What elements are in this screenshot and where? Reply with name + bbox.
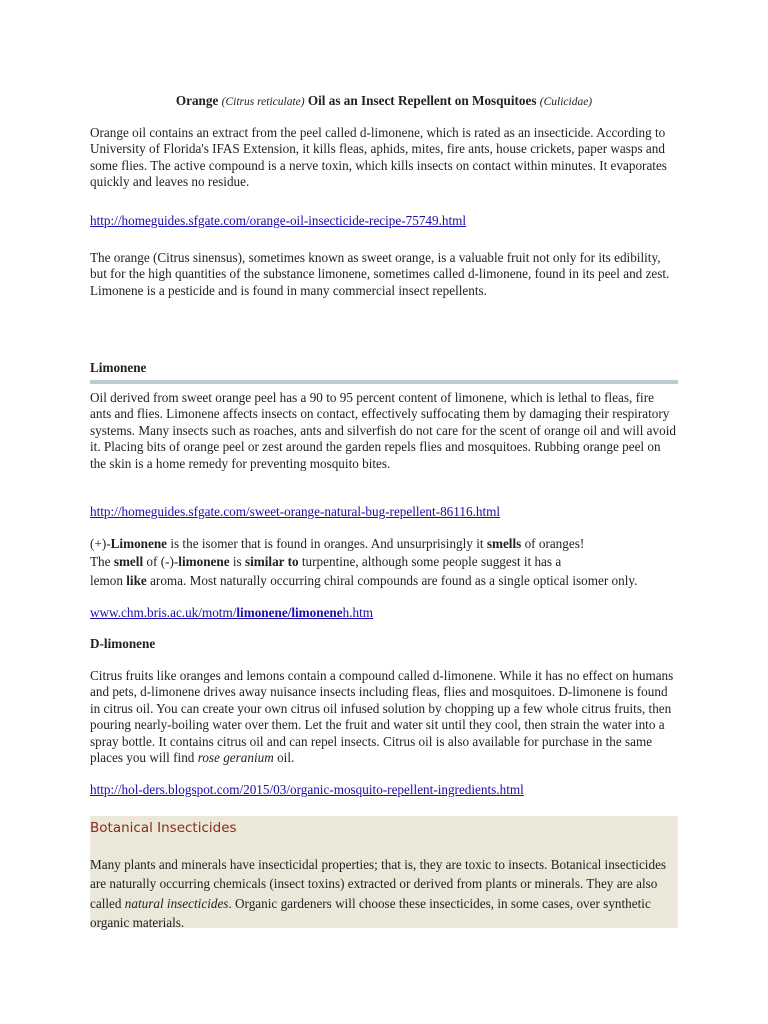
paragraph-sweet-orange: The orange (Citrus sinensus), sometimes known as sweet orange, is a valuable fruit not only for its edibility, but for the high quantities of the substance limonene, sometimes called d-limonene, found in its peel and zest. Limonene is a pesticide and is found in many commercial insect repellents. <box>90 250 670 298</box>
paragraph-d-limonene: Citrus fruits like oranges and lemons contain a compound called d-limonene. While it has no effect on humans and pets, d-limonene drives away nuisance insects including fleas, flies and mosquitoes. D-limonene is found in citrus oil. You can create your own citrus oil infused solution by chopping up a few whole citrus fruits, then pouring nearly-boiling water over them. Let the fruit and water sit until they cool, then strain the water into a spray bottle. It contains citrus oil and can repel insects. Citrus oil is also available for purchase in the same places you will find rose geranium oil. <box>90 668 674 766</box>
link-bris-limonene[interactable]: www.chm.bris.ac.uk/motm/limonene/limoneneh.htm <box>90 605 374 620</box>
heading-d-limonene: D-limonene <box>90 636 156 651</box>
paragraph-limonene: Oil derived from sweet orange peel has a 90 to 95 percent content of limonene, which is lethal to fleas, fire ants and flies. Limonene affects insects on contact, effectively suffocating them by damaging their respiratory systems. Many insects such as roaches, ants and silverfish do not care for the scent of orange oil and will avoid it. Placing bits of orange peel or zest around the garden repels flies and mosquitoes. Rubbing orange peel on the skin is a home remedy for preventing mosquito bites. <box>90 390 676 471</box>
paragraph-isomer <box>90 536 678 589</box>
heading-limonene: Limonene <box>90 360 147 375</box>
link-organic-mosquito-repellent[interactable]: http://hol-ders.blogspot.com/2015/03/organic-mosquito-repellent-ingredients.html <box>90 782 524 797</box>
document-title <box>90 93 678 110</box>
link-sweet-orange-repellent[interactable]: http://homeguides.sfgate.com/sweet-orange-natural-bug-repellent-86116.html <box>90 504 501 519</box>
isomer-line-3: lemon like aroma. Most naturally occurring chiral compounds are found as a single optical isomer only. <box>90 572 638 588</box>
isomer-line-2: The smell of (-)-limonene is similar to turpentine, although some people suggest it has a <box>90 554 562 570</box>
link-orange-oil-recipe[interactable]: http://homeguides.sfgate.com/orange-oil-insecticide-recipe-75749.html <box>90 213 467 228</box>
botanical-insecticides-heading: Botanical Insecticides <box>90 820 237 836</box>
title-latin-culicidae: (Culicidae) <box>539 96 593 108</box>
title-main: Oil as an Insect Repellent on Mosquitoes <box>307 93 537 108</box>
title-latin-orange: (Citrus reticulate) <box>221 96 305 108</box>
isomer-line-1: (+)-Limonene is the isomer that is found in oranges. And unsurprisingly it smells of oranges! <box>90 536 585 551</box>
heading-underline-rule <box>90 380 678 384</box>
title-orange: Orange <box>175 93 219 108</box>
botanical-insecticides-text: Many plants and minerals have insecticidal properties; that is, they are toxic to insects. Botanical insecticides are naturally occurring chemicals (insect toxins) extracted or derived from plants or minerals. They are also called natural insecticides. Organic gardeners will choose these insecticides, in some cases, over synthetic organic materials. <box>90 857 667 931</box>
paragraph-orange-oil: Orange oil contains an extract from the peel called d-limonene, which is rated as an insecticide. According to University of Florida's IFAS Extension, it kills fleas, aphids, mites, fire ants, house crickets, paper wasps and some flies. The active compound is a nerve toxin, which kills insects on contact within minutes. It evaporates quickly and leaves no residue. <box>90 125 667 190</box>
